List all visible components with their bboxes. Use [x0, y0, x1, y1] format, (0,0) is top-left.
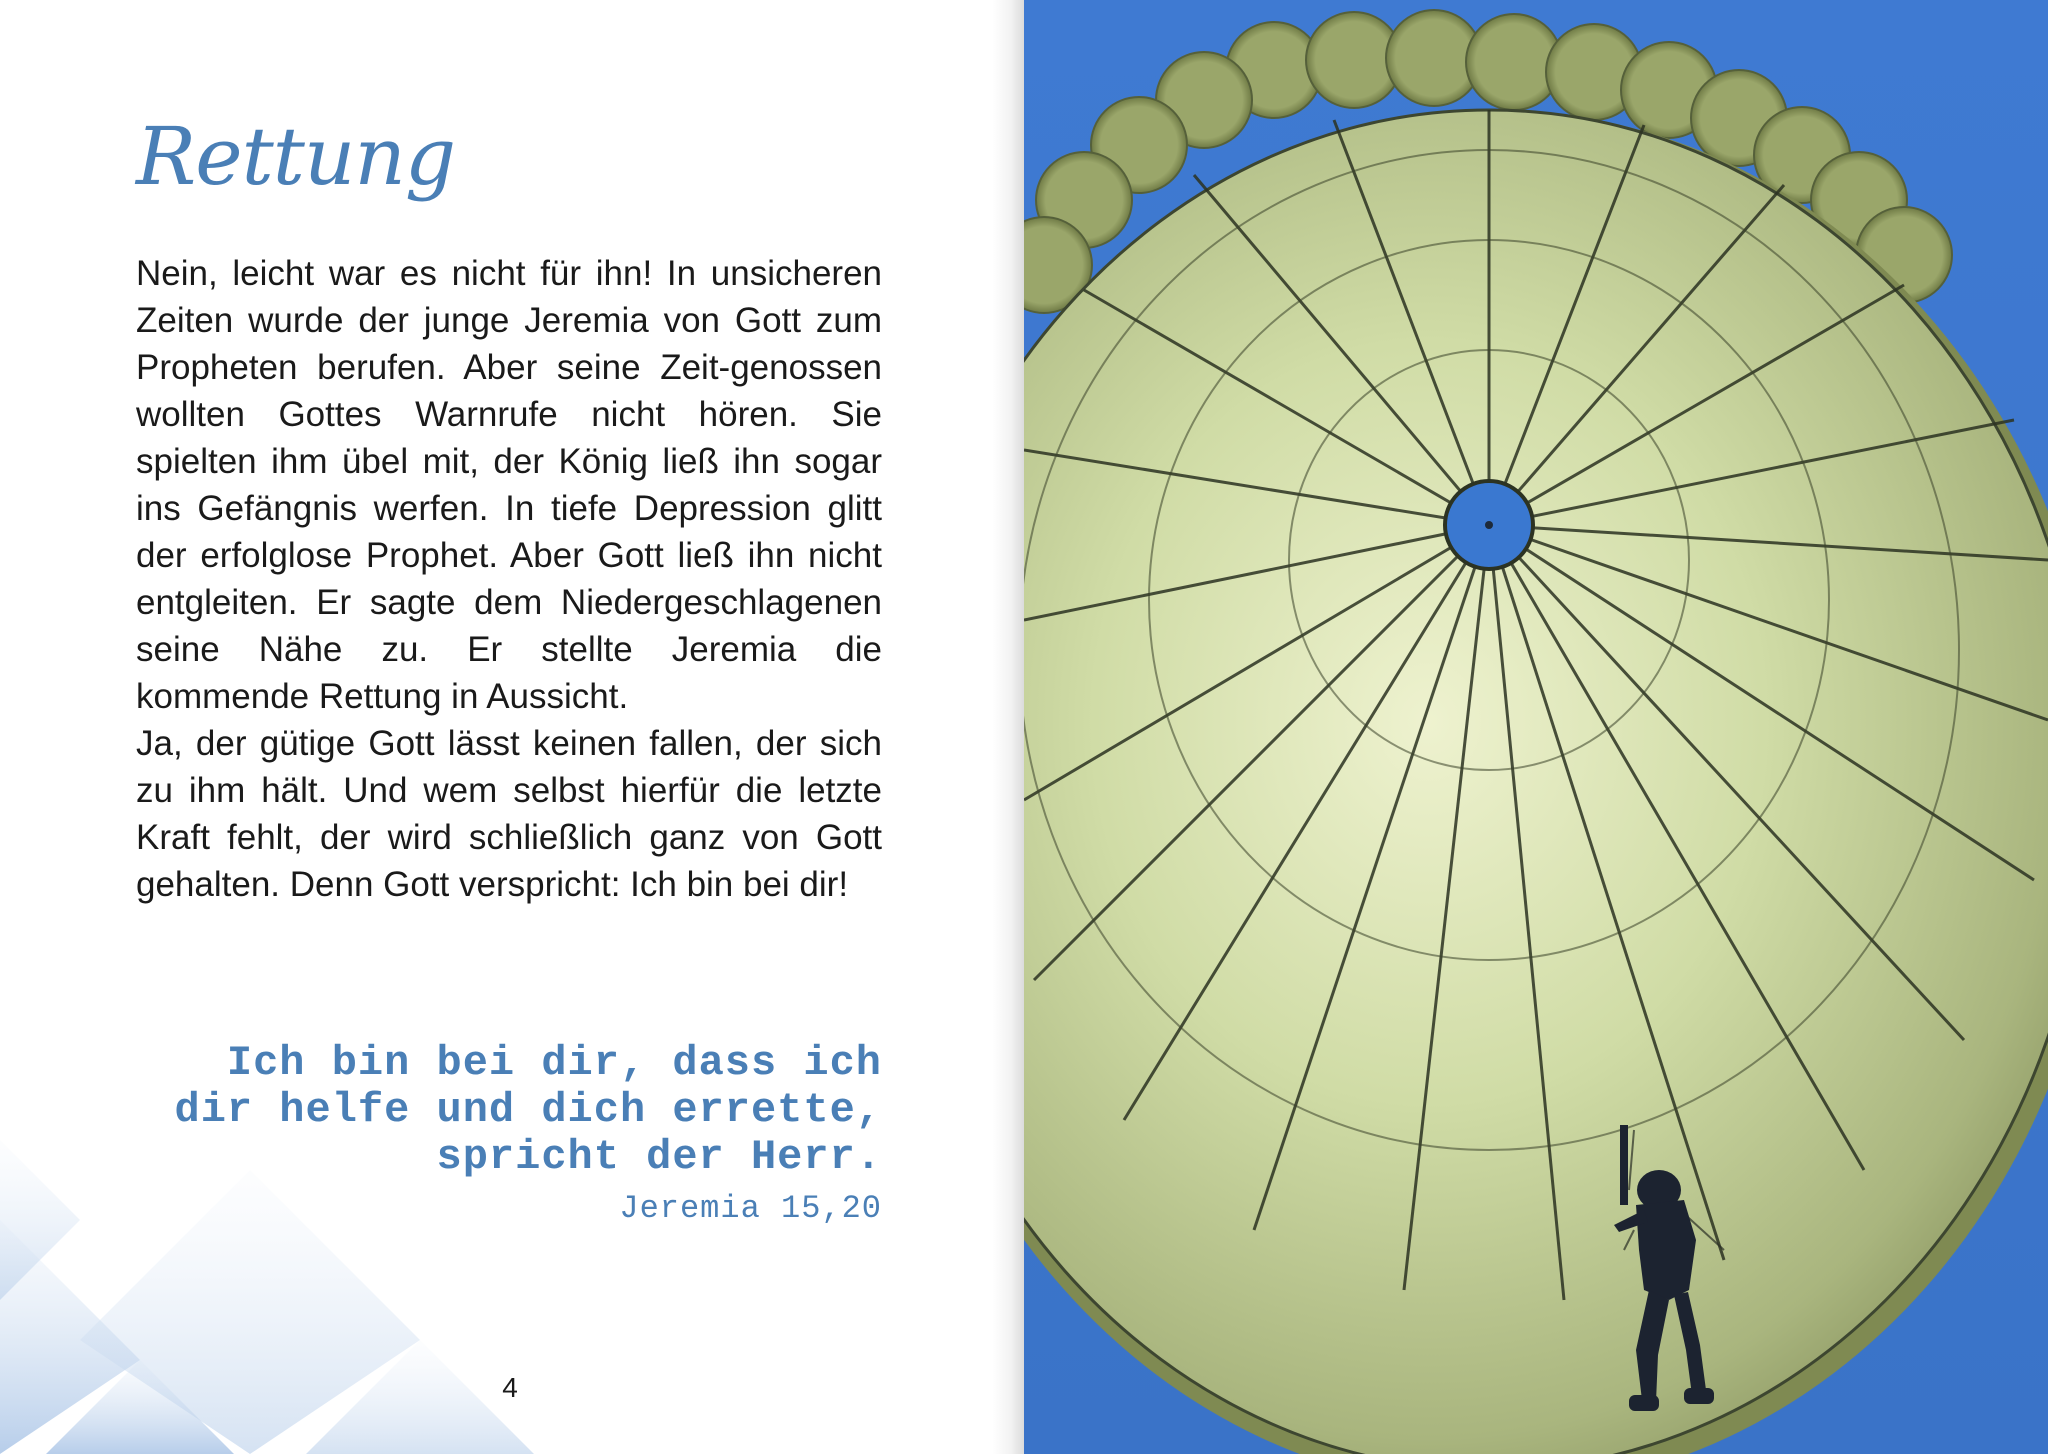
parachute-photo: [1024, 0, 2048, 1454]
page-title: Rettung: [136, 110, 456, 203]
bible-verse-quote: [120, 1040, 882, 1181]
verse-line-1: Ich bin bei dir, dass ich: [226, 1039, 882, 1087]
verse-line-3: spricht der Herr.: [436, 1133, 882, 1181]
body-paragraph-1: Nein, leicht war es nicht für ihn! In unsicheren Zeiten wurde der junge Jeremia von Gott zum Propheten berufen. Aber seine Zeit-genossen wollten Gottes Warnrufe nicht hören. Sie spielten ihm übel mit, der König ließ ihn sogar ins Gefängnis werfen. In tiefe Depression glitt der erfolglose Prophet. Aber Gott ließ ihn nicht entgleiten. Er sagte dem Niedergeschlagenen seine Nähe zu. Er stellte Jeremia die kommende Rettung in Aussicht.: [136, 254, 882, 716]
body-text: [136, 250, 882, 908]
verse-line-2: dir helfe und dich errette,: [174, 1086, 882, 1134]
page-number: 4: [502, 1372, 518, 1403]
right-page-photo: [1024, 0, 2048, 1454]
decorative-diamond-pattern: [0, 1140, 560, 1454]
verse-reference: Jeremia 15,20: [619, 1190, 882, 1227]
left-page: [0, 0, 1022, 1454]
parachute-icon: [1024, 10, 2048, 1454]
page-fold-shadow: [992, 0, 1024, 1454]
body-paragraph-2: Ja, der gütige Gott lässt keinen fallen, der sich zu ihm hält. Und wem selbst hierfür die letzte Kraft fehlt, der wird schließlich ganz von Gott gehalten. Denn Gott verspricht: Ich bin bei dir!: [136, 724, 882, 904]
